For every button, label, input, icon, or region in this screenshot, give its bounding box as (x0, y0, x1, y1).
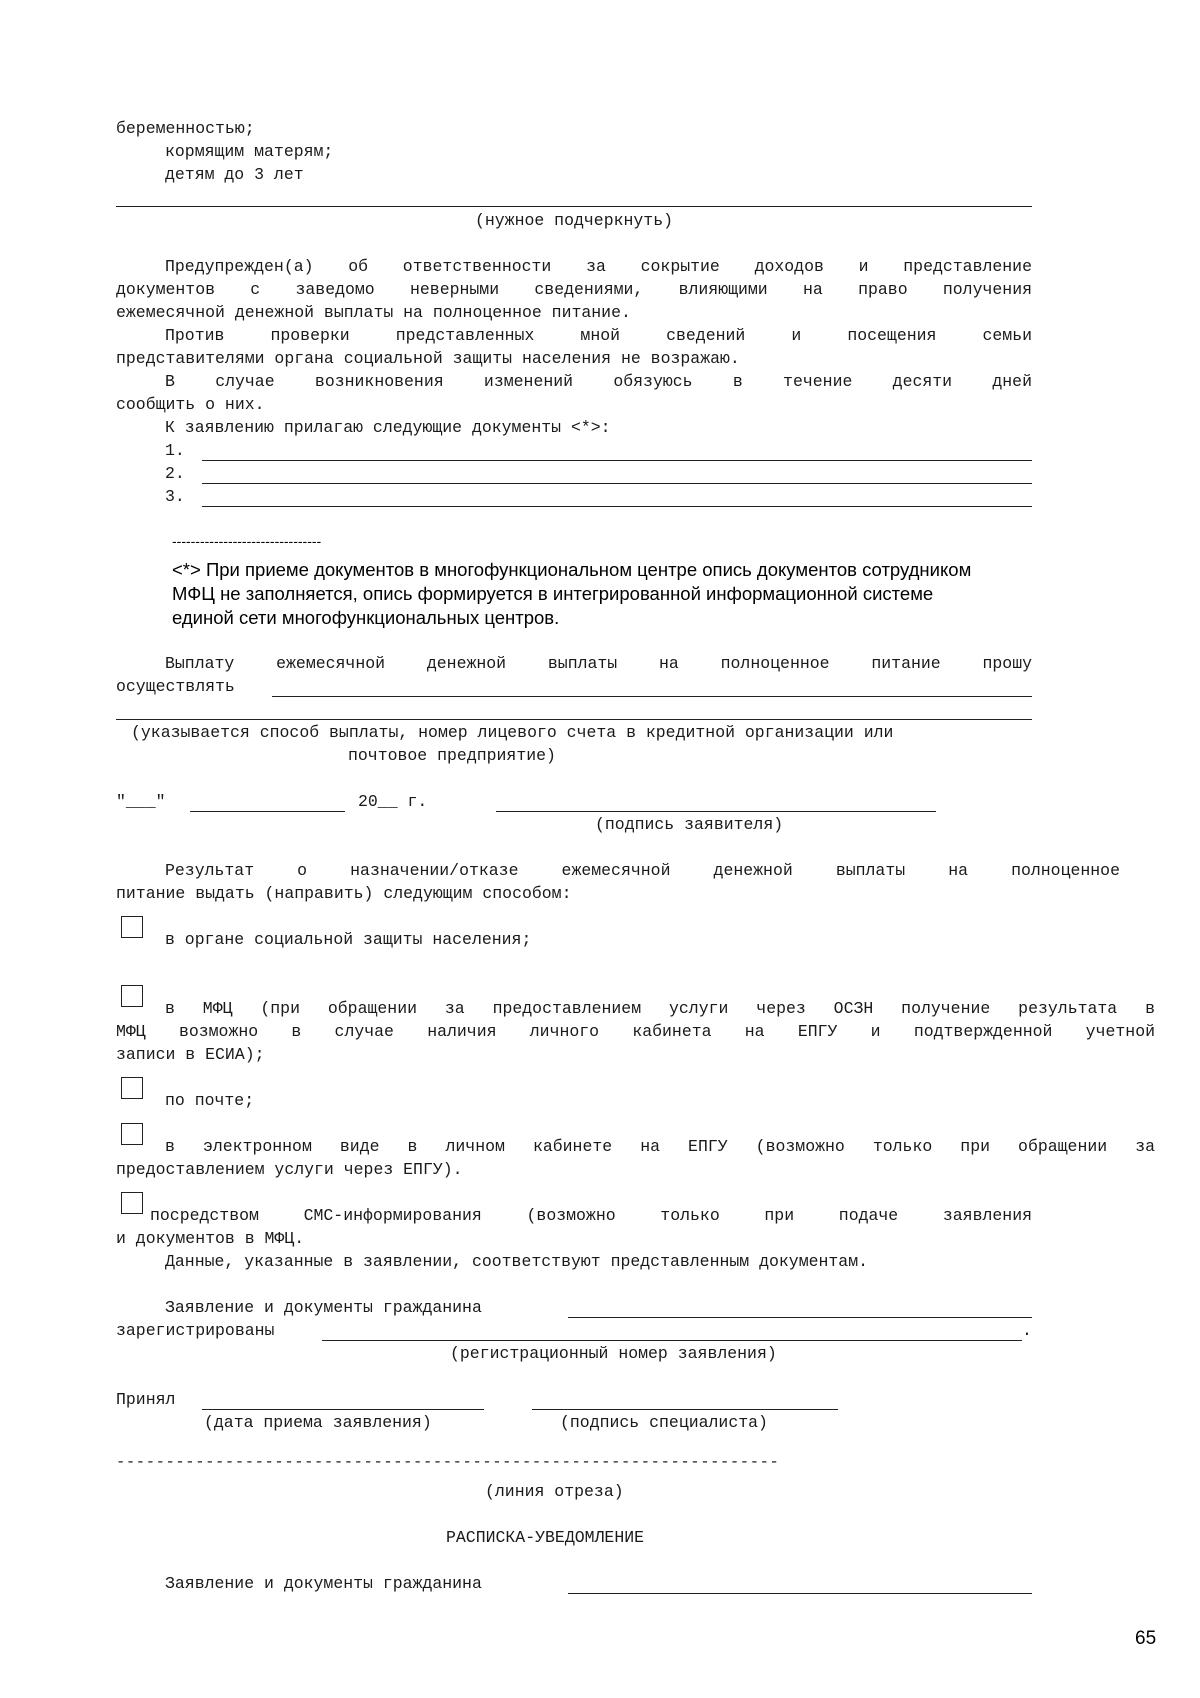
attachment-item-field[interactable] (202, 460, 1032, 461)
result-line2: питание выдать (направить) следующим способом: (116, 884, 572, 903)
applicant-signature-label: (подпись заявителя) (595, 815, 784, 834)
accepted-by-label: Принял (116, 1390, 176, 1409)
receipt-title: РАСПИСКА-УВЕДОМЛЕНИЕ (446, 1528, 645, 1547)
warning-p1-line1: Предупрежден(а) об ответственности за сокрытие доходов и представление (165, 257, 1032, 276)
attachments-heading: К заявлению прилагаю следующие документы <*>: (165, 418, 611, 437)
text-nursing-mothers: кормящим матерям; (165, 142, 334, 161)
option-social-protection: в органе социальной защиты населения; (165, 930, 532, 949)
acceptance-date-field[interactable] (202, 1409, 484, 1410)
registration-period: . (1022, 1321, 1032, 1340)
payment-request-line1: Выплату ежемесячной денежной выплаты на полноценное питание прошу (165, 654, 1032, 673)
footnote-line3: единой сети многофункциональных центров. (172, 607, 560, 628)
checkbox-mail[interactable] (121, 1077, 143, 1099)
attachment-item-field[interactable] (202, 483, 1032, 484)
option-mfc-line3: записи в ЕСИА); (116, 1045, 265, 1064)
date-day-field: "___" (116, 792, 166, 811)
payment-hint-line1: (указывается способ выплаты, номер лицевого счета в кредитной организации или (131, 723, 894, 742)
warning-p3-line1: В случае возникновения изменений обязуюсь в течение десяти дней (165, 372, 1032, 391)
warning-p3-line2: сообщить о них. (116, 395, 265, 414)
option-sms-line1: посредством СМС-информирования (возможно только при подаче заявления (150, 1206, 1032, 1225)
payment-method-field[interactable] (272, 696, 1032, 697)
registration-number-field[interactable] (322, 1340, 1022, 1341)
receipt-citizen-name-field[interactable] (568, 1593, 1032, 1594)
citizen-name-field[interactable] (568, 1317, 1032, 1318)
attachment-item-number: 2. (165, 464, 185, 483)
underline-rule (116, 206, 1032, 207)
payment-request-line2: осуществлять (116, 677, 235, 696)
option-mfc-line1: в МФЦ (при обращении за предоставлением услуги через ОСЗН получение результата в (165, 999, 1155, 1018)
receipt-line1: Заявление и документы гражданина (165, 1574, 482, 1593)
option-mfc-line2: МФЦ возможно в случае наличия личного кабинета на ЕПГУ и подтвержденной учетной (116, 1022, 1155, 1041)
acceptance-date-label: (дата приема заявления) (204, 1413, 432, 1432)
option-sms-line2: и документов в МФЦ. (116, 1229, 305, 1248)
cut-line-label: (линия отреза) (485, 1482, 624, 1501)
checkbox-epgu[interactable] (121, 1123, 143, 1145)
warning-p1-line3: ежемесячной денежной выплаты на полноценное питание. (116, 303, 631, 322)
date-month-field[interactable] (190, 811, 345, 812)
footnote-line2: МФЦ не заполняется, опись формируется в интегрированной информационной системе (172, 583, 934, 604)
result-line1: Результат о назначении/отказе ежемесячной денежной выплаты на полноценное (165, 861, 1120, 880)
option-epgu-line1: в электронном виде в личном кабинете на ЕПГУ (возможно только при обращении за (165, 1137, 1155, 1156)
cut-line: ------------------------------------------------------------------- (116, 1453, 780, 1471)
payment-hint-line2: почтовое предприятие) (348, 746, 556, 765)
warning-p2-line2: представителями органа социальной защиты населения не возражаю. (116, 349, 740, 368)
text-children-under-3: детям до 3 лет (165, 165, 304, 184)
option-epgu-line2: предоставлением услуги через ЕПГУ). (116, 1160, 463, 1179)
date-year-text: 20__ г. (358, 792, 428, 811)
warning-p1-line2: документов с заведомо неверными сведениями, влияющими на право получения (116, 280, 1032, 299)
attachment-item-number: 1. (165, 441, 185, 460)
checkbox-social-protection[interactable] (121, 916, 143, 938)
data-confirmation: Данные, указанные в заявлении, соответствуют представленным документам. (165, 1252, 869, 1271)
text-pregnancy: беременностью; (116, 119, 255, 138)
registration-number-label: (регистрационный номер заявления) (450, 1344, 777, 1363)
registration-line1: Заявление и документы гражданина (165, 1298, 482, 1317)
note-underline-needed: (нужное подчеркнуть) (474, 211, 674, 230)
specialist-signature-label: (подпись специалиста) (560, 1413, 768, 1432)
checkbox-mfc[interactable] (121, 985, 143, 1007)
checkbox-sms[interactable] (121, 1192, 143, 1214)
payment-method-field-2[interactable] (116, 719, 1032, 720)
option-mail: по почте; (165, 1091, 255, 1110)
attachment-item-field[interactable] (202, 506, 1032, 507)
footnote-line1: <*> При приеме документов в многофункциональном центре опись документов сотрудником (172, 559, 972, 580)
warning-p2-line1: Против проверки представленных мной сведений и посещения семьи (165, 326, 1032, 345)
attachment-item-number: 3. (165, 487, 185, 506)
registration-line2: зарегистрированы (116, 1321, 275, 1340)
specialist-signature-field[interactable] (532, 1409, 838, 1410)
page-number: 65 (1135, 1628, 1157, 1649)
applicant-signature-field[interactable] (496, 811, 936, 812)
footnote-rule: -------------------------------- (172, 533, 322, 549)
